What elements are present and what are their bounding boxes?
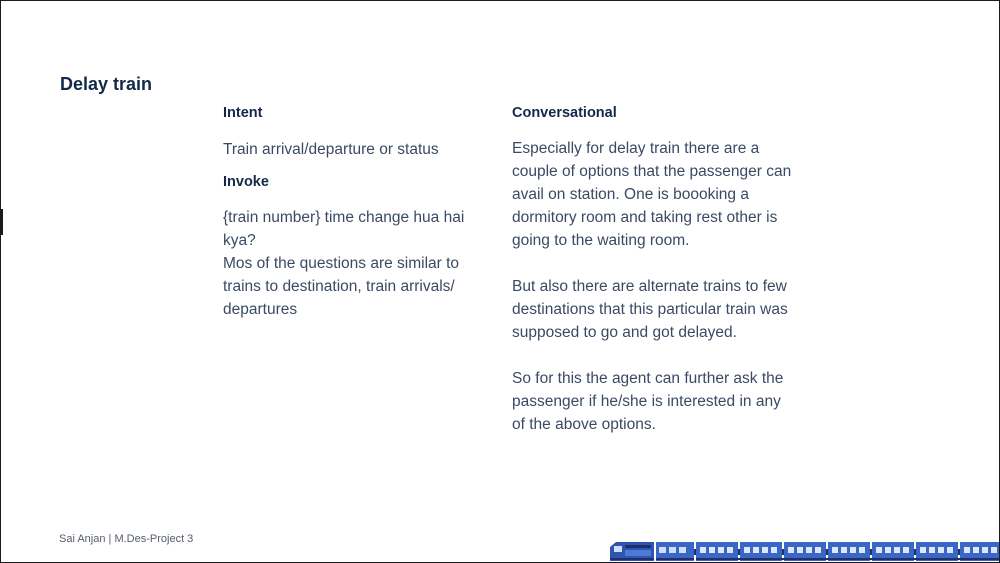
invoke-line: Mos of the questions are similar to trains to destination, train arrivals/ departures [223,255,460,318]
conversational-paragraph: Especially for delay train there are a couple of options that the passenger can avail on station. One is boooking a dormitory room and taking rest other is going to the waiting room. [512,140,792,249]
right-column [512,104,792,436]
conversational-text [512,137,792,436]
side-edge-marker [0,209,3,235]
invoke-heading: Invoke [223,174,269,190]
slide-title: Delay train [60,74,153,94]
train-icon [608,539,1000,563]
invoke-text [223,206,478,321]
intent-text: Train arrival/departure or status [223,141,439,158]
footer-credit: Sai Anjan | M.Des-Project 3 [59,533,194,545]
conversational-paragraph: But also there are alternate trains to few destinations that this particular train was supposed to go and got delayed. [512,278,788,341]
left-column [223,104,478,321]
conversational-paragraph: So for this the agent can further ask the passenger if he/she is interested in any of the above options. [512,370,784,433]
intent-heading: Intent [223,105,263,121]
invoke-line: {train number} time change hua hai kya? [223,209,465,249]
conversational-heading: Conversational [512,105,617,121]
